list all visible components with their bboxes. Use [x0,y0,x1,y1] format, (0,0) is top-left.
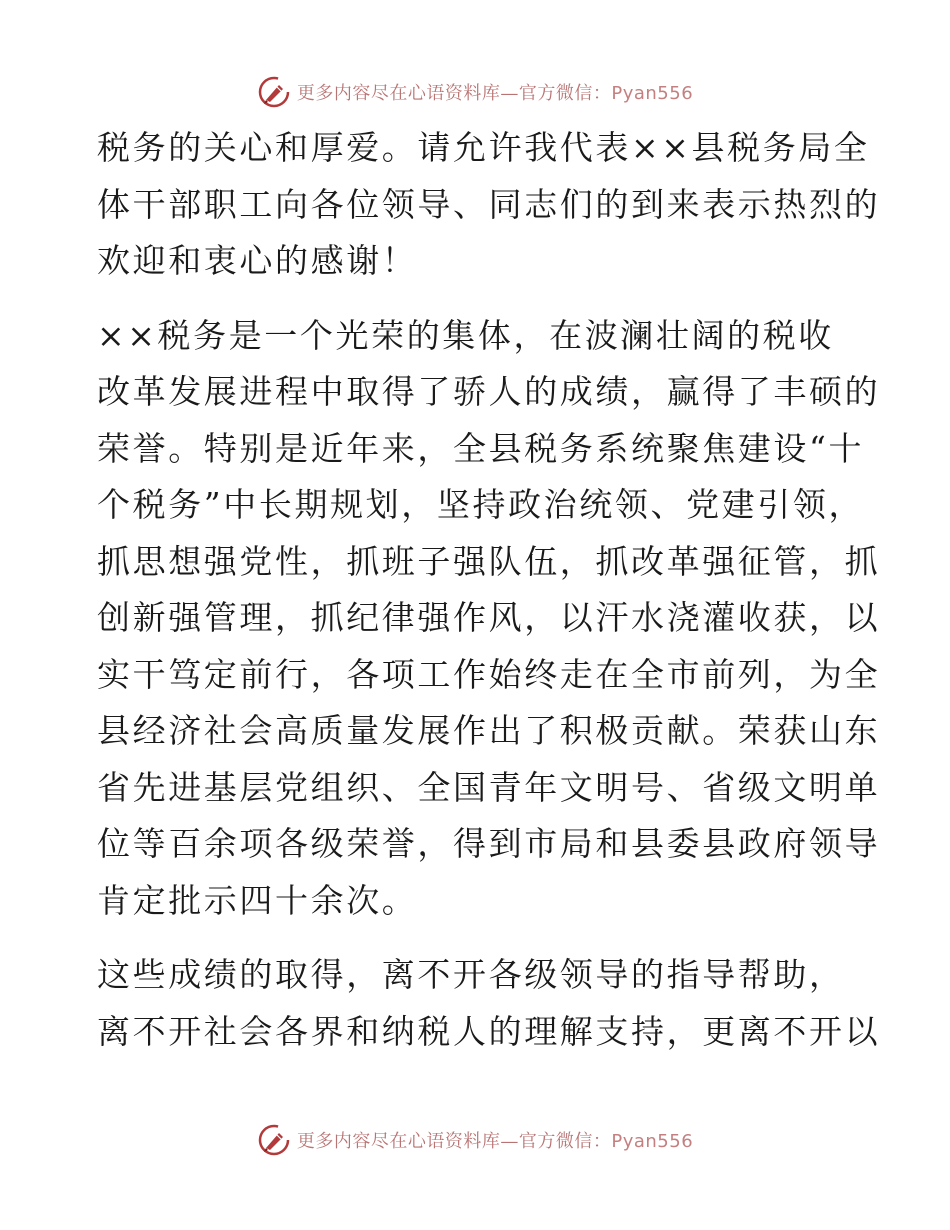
text-line: 省先进基层党组织、全国青年文明号、省级文明单 [97,767,881,807]
text-line: 体干部职工向各位领导、同志们的到来表示热烈的 [97,184,881,224]
text-line: 改革发展进程中取得了骄人的成绩，赢得了丰硕的 [97,372,881,411]
text-line: 县经济社会高质量发展作出了积极贡献。荣获山东 [97,711,881,750]
text-line: 这些成绩的取得，离不开各级领导的指导帮助， [97,955,845,994]
paragraph [97,947,881,1060]
paragraph [97,120,881,290]
text-line: 荣誉。特别是近年来，全县税务系统聚焦建设“十 [97,428,865,468]
text-line: 实干笃定前行，各项工作始终走在全市前列，为全 [97,654,881,694]
wechat-id: Pyan556 [611,83,694,104]
paragraph [97,308,881,930]
footer-watermark [0,1120,950,1160]
text-line: 位等百余项各级荣誉，得到市局和县委县政府领导 [97,824,881,863]
text-line: 欢迎和衷心的感谢！ [97,241,418,280]
text-line: 个税务”中长期规划，坚持政治统领、党建引领， [97,485,865,524]
wechat-id: Pyan556 [611,1131,694,1152]
text-line: 税务的关心和厚爱。请允许我代表××县税务局全 [97,128,870,167]
watermark-text: 更多内容尽在心语资料库—官方微信：Pyan556 [296,1131,694,1152]
header-watermark [0,72,950,112]
text-line: 肯定批示四十余次。 [97,880,418,920]
document-body [97,120,881,1060]
text-line: 创新强管理，抓纪律强作风，以汗水浇灌收获，以 [97,598,881,637]
text-line: 抓思想强党性，抓班子强队伍，抓改革强征管，抓 [97,541,881,581]
pen-logo-icon [257,1123,291,1157]
text-line: 离不开社会各界和纳税人的理解支持，更离不开以 [97,1011,881,1051]
watermark-text: 更多内容尽在心语资料库—官方微信：Pyan556 [296,83,694,104]
text-line: ××税务是一个光荣的集体，在波澜壮阔的税收 [97,315,834,355]
pen-logo-icon [257,75,291,109]
